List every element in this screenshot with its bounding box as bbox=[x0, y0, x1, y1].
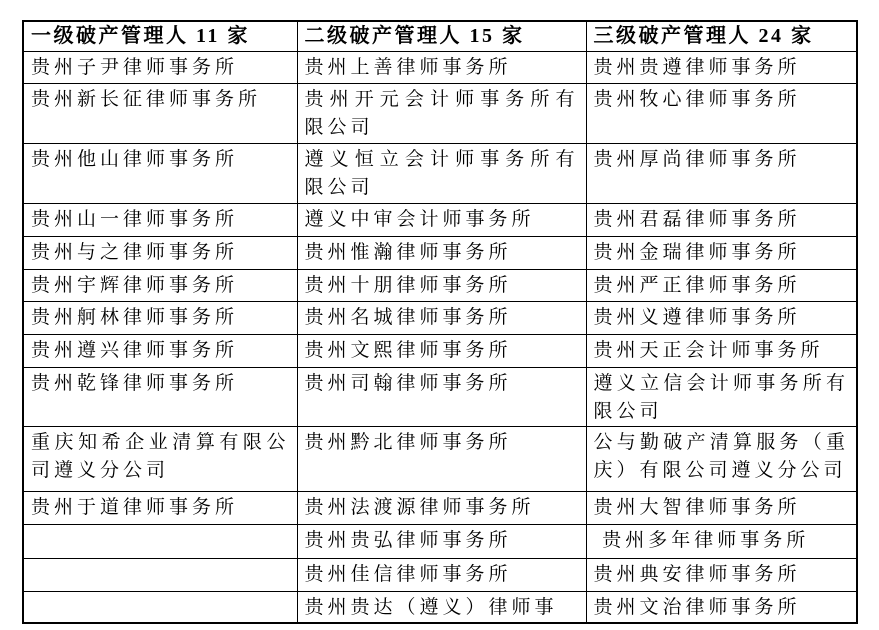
table-row bbox=[23, 334, 857, 367]
table-cell: 遵义恒立会计师事务所有限公司 bbox=[297, 143, 586, 203]
table-row bbox=[23, 83, 857, 143]
table-cell: 贵州佳信律师事务所 bbox=[297, 558, 586, 591]
table-cell: 贵州十朋律师事务所 bbox=[297, 269, 586, 301]
table-cell: 贵州大智律师事务所 bbox=[586, 491, 857, 524]
column-header-level2: 二级破产管理人 15 家 bbox=[297, 21, 586, 51]
table-row bbox=[23, 203, 857, 236]
table-cell: 重庆知希企业清算有限公司遵义分公司 bbox=[23, 426, 297, 491]
table-cell: 贵州典安律师事务所 bbox=[586, 558, 857, 591]
table-body bbox=[23, 51, 857, 623]
table-cell: 贵州与之律师事务所 bbox=[23, 236, 297, 269]
table-cell: 贵州舸林律师事务所 bbox=[23, 301, 297, 334]
table-cell: 遵义中审会计师事务所 bbox=[297, 203, 586, 236]
column-header-level1: 一级破产管理人 11 家 bbox=[23, 21, 297, 51]
table-cell: 贵州于道律师事务所 bbox=[23, 491, 297, 524]
table-cell: 贵州惟瀚律师事务所 bbox=[297, 236, 586, 269]
table-cell: 贵州金瑞律师事务所 bbox=[586, 236, 857, 269]
table-cell: 贵州义遵律师事务所 bbox=[586, 301, 857, 334]
bankruptcy-administrators-table bbox=[22, 20, 858, 624]
table-row bbox=[23, 426, 857, 491]
table-row bbox=[23, 591, 857, 623]
table-row bbox=[23, 301, 857, 334]
table-cell: 贵州厚尚律师事务所 bbox=[586, 143, 857, 203]
table-cell: 贵州上善律师事务所 bbox=[297, 51, 586, 83]
table-cell: 贵州贵遵律师事务所 bbox=[586, 51, 857, 83]
table-cell: 贵州遵兴律师事务所 bbox=[23, 334, 297, 367]
table-row bbox=[23, 269, 857, 301]
column-header-level3: 三级破产管理人 24 家 bbox=[586, 21, 857, 51]
table-cell bbox=[23, 591, 297, 623]
table-cell: 公与勤破产清算服务（重庆）有限公司遵义分公司 bbox=[586, 426, 857, 491]
table-cell: 贵州君磊律师事务所 bbox=[586, 203, 857, 236]
table-cell: 贵州他山律师事务所 bbox=[23, 143, 297, 203]
table-row bbox=[23, 367, 857, 426]
table-cell: 贵州牧心律师事务所 bbox=[586, 83, 857, 143]
table-cell: 贵州文治律师事务所 bbox=[586, 591, 857, 623]
table-row bbox=[23, 236, 857, 269]
table-row bbox=[23, 558, 857, 591]
table-cell bbox=[23, 558, 297, 591]
table-cell: 贵州乾锋律师事务所 bbox=[23, 367, 297, 426]
document-page bbox=[22, 20, 858, 624]
table-cell: 贵州多年律师事务所 bbox=[586, 524, 857, 558]
table-header-row bbox=[23, 21, 857, 51]
table-cell: 贵州新长征律师事务所 bbox=[23, 83, 297, 143]
table-cell: 贵州开元会计师事务所有限公司 bbox=[297, 83, 586, 143]
table-cell: 贵州文熙律师事务所 bbox=[297, 334, 586, 367]
table-cell: 贵州法渡源律师事务所 bbox=[297, 491, 586, 524]
table-cell: 贵州严正律师事务所 bbox=[586, 269, 857, 301]
table-row bbox=[23, 524, 857, 558]
table-cell: 贵州天正会计师事务所 bbox=[586, 334, 857, 367]
table-row bbox=[23, 51, 857, 83]
table-cell: 贵州名城律师事务所 bbox=[297, 301, 586, 334]
table-row bbox=[23, 491, 857, 524]
table-cell: 贵州山一律师事务所 bbox=[23, 203, 297, 236]
table-cell: 贵州宇辉律师事务所 bbox=[23, 269, 297, 301]
table-cell: 贵州司翰律师事务所 bbox=[297, 367, 586, 426]
table-cell: 贵州贵达（遵义）律师事 bbox=[297, 591, 586, 623]
table-cell: 贵州黔北律师事务所 bbox=[297, 426, 586, 491]
table-cell: 遵义立信会计师事务所有限公司 bbox=[586, 367, 857, 426]
table-cell bbox=[23, 524, 297, 558]
table-cell: 贵州子尹律师事务所 bbox=[23, 51, 297, 83]
table-cell: 贵州贵弘律师事务所 bbox=[297, 524, 586, 558]
table-row bbox=[23, 143, 857, 203]
